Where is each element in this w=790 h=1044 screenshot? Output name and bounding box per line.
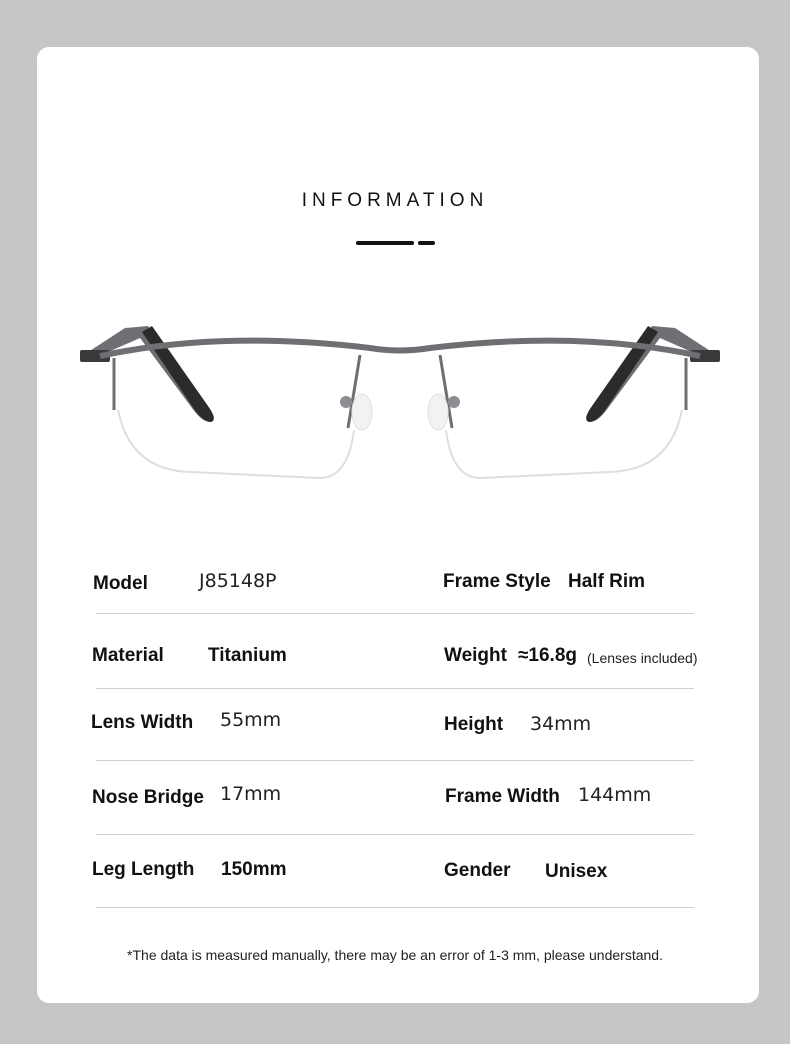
row-divider [96,760,694,761]
frame-style-value: Half Rim [568,571,646,592]
model-label: Model [93,573,148,594]
gender-value: Unisex [545,861,608,882]
row-divider [96,907,694,908]
frame-style-label: Frame Style [443,571,551,592]
weight-value: ≈16.8g [518,645,578,666]
material-label: Material [92,645,164,666]
measurement-disclaimer: *The data is measured manually, there may be an error of 1-3 mm, please understand. [127,947,663,963]
row-divider [96,688,694,689]
lens-width-value: 55mm [220,709,282,731]
material-value: Titanium [208,645,287,666]
title-underline-long [356,241,414,245]
gender-label: Gender [444,860,511,881]
nose-bridge-label: Nose Bridge [92,787,204,808]
nose-bridge-value: 17mm [220,783,282,805]
height-label: Height [444,714,504,735]
weight-note: (Lenses included) [587,650,698,666]
title-underline-short [418,241,435,245]
model-value: J85148P [199,570,277,592]
leg-length-label: Leg Length [92,859,195,880]
row-divider [96,613,694,614]
frame-width-value: 144mm [578,784,652,806]
height-value: 34mm [530,713,592,735]
lens-width-label: Lens Width [91,712,194,733]
section-title: INFORMATION [301,190,489,211]
row-divider [96,834,694,835]
leg-length-value: 150mm [221,859,287,880]
frame-width-label: Frame Width [445,786,560,807]
weight-label: Weight [444,645,507,666]
glasses-image [70,310,730,490]
